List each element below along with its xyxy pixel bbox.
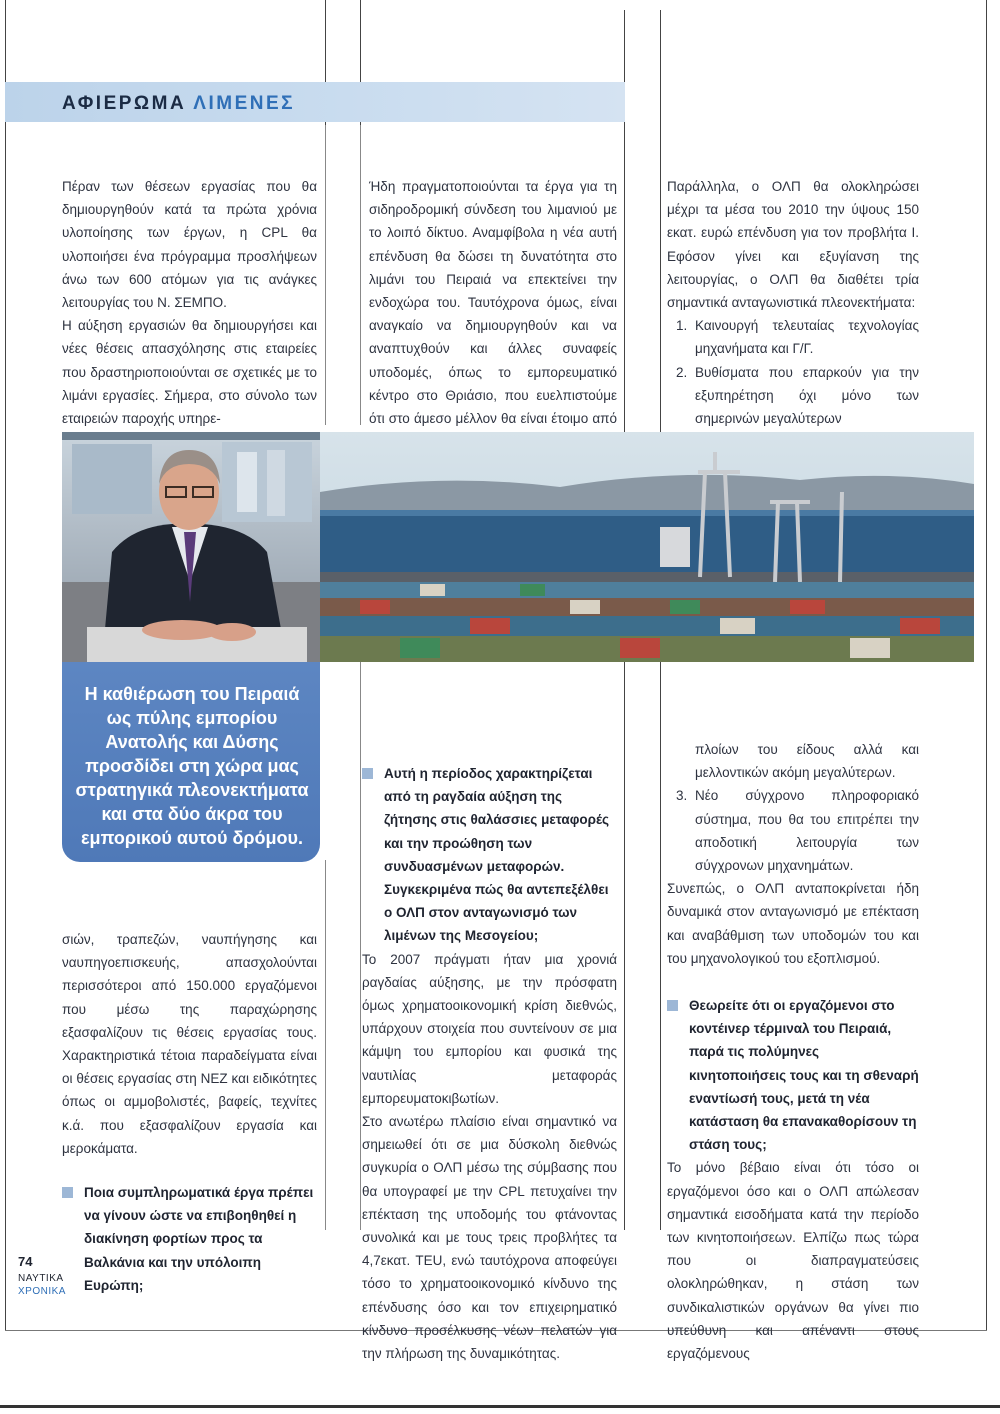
paragraph: Ήδη πραγματοποιούνται τα έργα για τη σιδηροδρομική σύνδεση του λιμανιού με το λοιπό δίκτυο. Αναμφίβολα η νέα αυτή επένδυση θα δώσει τη δυνατότητα στο λιμάνι του Πειραιά να επεκτείνει την ενδοχώρα του. Ταυτόχρονα όμως, είναι αναγκαίο να δημιουργηθούν και να αναπτυχθούν και άλλες συναφείς υποδομές, όπως το εμπορευματικό κέντρο στο Θριάσιο, που ευελπιστούμε ότι στο άμεσο μέλλον θα είναι έτοιμο από [369,179,617,427]
question-text: Αυτή η περίοδος χαρακτηρίζεται από τη ραγδαία αύξηση της ζήτησης στις θαλάσσιες μεταφορές και την προώθηση των συνδυασμένων μεταφορών. Συγκεκριμένα πώς θα αντεπεξέλθει ο ΟΛΠ στον ανταγωνισμό των λιμένων της Μεσογείου; [384,766,610,944]
square-bullet-icon [667,1000,678,1011]
port-photo [320,432,974,662]
header-word-1: ΑΦΙΕΡΩΜΑ [62,93,187,114]
guide-line [325,125,326,425]
section-header [62,93,295,115]
header-word-2: ΛΙΜΕΝΕΣ [193,93,296,114]
magazine-name-line-2: ΧΡΟΝΙΚΑ [18,1286,66,1297]
guide-line [360,662,361,1230]
list-item: 3. Νέο σύγχρονο πληροφοριακό σύστημα, που θα του επιτρέπει την αποδοτική λειτουργία των σύγχρονων μηχανημάτων. [691,784,919,877]
page-number: 74 [18,1254,33,1269]
interview-question [362,762,617,948]
column-1-top [62,175,317,430]
column-2-bottom [362,762,617,1365]
paragraph: Το 2007 πράγματι ήταν μια χρονιά ραγδαίας αύξησης, με την πρόσφατη όμως χρηματοοικονομική κρίση διεθνώς, υπάρχουν στοιχεία που συντείνουν σε μια κάμψη του εμπορίου και φυσικά της ναυτιλίας μεταφοράς εμπορευματοκιβωτίων. [362,951,617,1106]
square-bullet-icon [62,1187,73,1198]
question-text: Ποια συμπληρωματικά έργα πρέπει να γίνουν ώστε να επιβοηθηθεί η διακίνηση φορτίων προς τα Βαλκάνια και την υπόλοιπη Ευρώπη; [84,1185,314,1293]
magazine-name-line-1: ΝΑΥΤΙΚΑ [18,1273,64,1284]
column-3-bottom [667,738,919,1365]
guide-line [0,1405,1000,1408]
pull-quote: Η καθιέρωση του Πειραιά ως πύλης εμπορίου Ανατολής και Δύσης προσδίδει στη χώρα μας στρατηγικά πλεονεκτήματα και στα δύο άκρα του εμπορικού αυτού δρόμου. [75,684,309,848]
interview-question [62,1181,317,1297]
paragraph: Στο ανωτέρω πλαίσιο είναι σημαντικό να σημειωθεί ότι σε μια δύσκολη διεθνώς συγκυρία ο ΟΛΠ μέσω της σύμβασης που θα υπογραφεί με την CPL πετυχαίνει την επέκταση της υποδομής του φτάνοντας συνολικά και με τους τρεις προβλήτες τα 4,7εκατ. TEU, ενώ ταυτόχρονα αποφεύγει τόσο το χρηματοοικονομικό κίνδυνο της επένδυσης όσο και τον επιχειρηματικό κίνδυνο προσέλκυσης νέων πελατών για την πλήρωση της δυναμικότητας. [362,1114,617,1362]
list-item: 1. Καινουργή τελευταίας τεχνολογίας μηχανήματα και Γ/Γ. [691,314,919,360]
paragraph: Το μόνο βέβαιο είναι ότι τόσο οι εργαζόμενοι όσο και ο ΟΛΠ απώλεσαν σημαντικά εισοδήματα κατά την περίοδο των κινητοποιήσεων. Ελπίζω πως τώρα που οι διαπραγματεύσεις ολοκληρώθηκαν, η στάση των συνδικαλιστικών οργάνων θα γίνει πιο υπεύθυνη και απέναντι στους εργαζόμενους [667,1160,919,1362]
paragraph: Πέραν των θέσεων εργασίας που θα δημιουργηθούν κατά τα πρώτα χρόνια υλοποίησης των έργων, η CPL θα υλοποιήσει ένα πρόγραμμα προσλήψεων άνω των 600 ατόμων για τις ανάγκες λειτουργίας του Ν. ΣΕΜΠΟ. [62,179,317,311]
pull-quote-box [62,662,320,862]
paragraph: σιών, τραπεζών, ναυπήγησης και ναυπηγοεπισκευής, απασχολούνται περισσότεροι από 150.000 εργαζόμενοι που μέσω της παραχώρησης εξασφαλίζουν τις θέσεις εργασίας τους. Χαρακτηριστικά τέτοια παραδείγματα είναι οι θέσεις εργασίας στη ΝΕΖ και ειδικότητες όπως οι αμμοβολιστές, βαφείς, τεχνίτες κ.ά. που εξασφαλίζουν εργασία και μεροκάματα. [62,932,317,1156]
guide-line [986,0,987,1330]
container-terminal-illustration [320,432,974,662]
guide-line [325,860,326,1230]
portrait-illustration [62,432,320,662]
guide-line [5,0,6,1330]
question-text: Θεωρείτε ότι οι εργαζόμενοι στο κοντέινερ τέρμιναλ του Πειραιά, παρά τις πολύμηνες κινητοποιήσεις τους και τη σθεναρή εναντίωσή τους, μετά τη νέα κατάσταση θα επανακαθορίσουν τη στάση τους; [689,998,919,1153]
guide-line [360,125,361,425]
interview-question [667,994,919,1156]
paragraph: Η αύξηση εργασιών θα δημιουργήσει και νέες θέσεις απασχόλησης στις εταιρείες που δραστηριοποιούνται σε σχετικές με το λιμάνι εργασίες. Σήμερα, στο σύνολο των εταιρειών παροχής υπηρε- [62,318,317,427]
paragraph: Συνεπώς, ο ΟΛΠ ανταποκρίνεται ήδη δυναμικά στον ανταγωνισμό με επέκταση και αναβάθμιση των υποδομών του και του μηχανολογικού του εξοπλισμού. [667,881,919,966]
portrait-photo [62,432,320,662]
column-2-top [369,175,617,453]
list-item: 2. Βυθίσματα που επαρκούν για την εξυπηρέτηση όχι μόνο των σημερινών μεγαλύτερων [691,361,919,431]
paragraph: πλοίων του είδους αλλά και μελλοντικών ακόμη μεγαλύτερων. [695,742,919,781]
paragraph: Παράλληλα, ο ΟΛΠ θα ολοκληρώσει μέχρι τα μέσα του 2010 την ύψους 150 εκατ. ευρώ επένδυση για τον προβλήτα Ι. Εφόσον γίνει και εξυγίανση της λειτουργίας, ο ΟΛΠ θα διαθέτει τρία σημαντικά ανταγωνιστικά πλεονεκτήματα: [667,179,919,311]
column-1-bottom [62,928,317,1297]
column-3-top [667,175,919,430]
square-bullet-icon [362,768,373,779]
